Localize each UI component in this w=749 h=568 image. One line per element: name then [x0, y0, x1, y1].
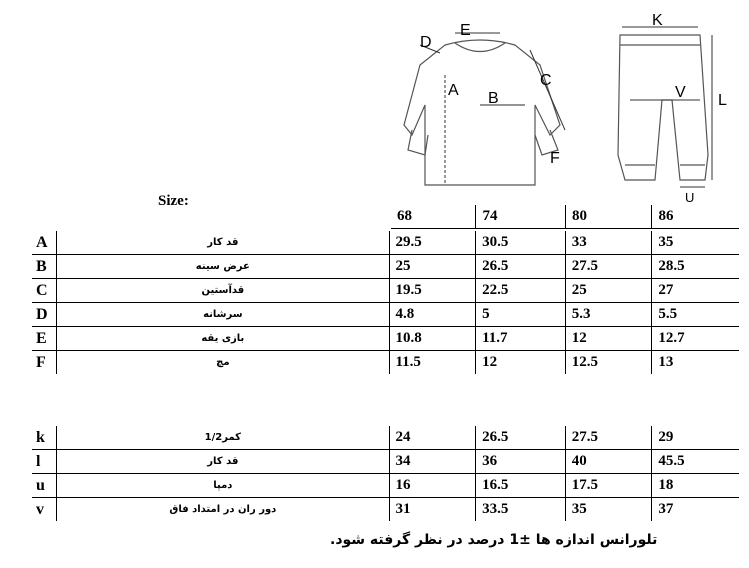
measure-value: 27 [652, 279, 741, 303]
measure-name: قد کار [57, 230, 389, 255]
measure-name: 1/2کمر [57, 425, 389, 450]
measure-value: 36 [476, 450, 566, 474]
size-header [388, 202, 742, 229]
measure-value: 31 [389, 498, 476, 523]
label-L: L [718, 92, 727, 109]
measure-code: F [31, 351, 57, 376]
measure-name: قدآستین [57, 279, 389, 303]
measure-value: 33 [565, 230, 652, 255]
measure-name: عرض سینه [57, 255, 389, 279]
measure-value: 10.8 [389, 327, 476, 351]
measure-name: سرشانه [57, 303, 389, 327]
table-row [31, 279, 741, 303]
label-K: K [652, 12, 663, 29]
size-80: 80 [565, 204, 651, 229]
measure-value: 35 [565, 498, 652, 523]
size-label: Size: [158, 193, 189, 209]
measure-code: D [31, 303, 57, 327]
table-row [31, 255, 741, 279]
measure-value: 11.5 [389, 351, 476, 376]
measure-value: 12 [476, 351, 566, 376]
measure-value: 24 [389, 425, 476, 450]
pants-diagram [600, 5, 745, 205]
measure-name: بازی یقه [57, 327, 389, 351]
sweater-diagram [400, 5, 580, 190]
measure-value: 17.5 [565, 474, 652, 498]
label-A: A [448, 82, 459, 99]
measure-code: v [31, 498, 57, 523]
measure-value: 29 [652, 425, 741, 450]
measure-code: B [31, 255, 57, 279]
measure-value: 26.5 [476, 255, 566, 279]
table-row [31, 303, 741, 327]
measure-value: 4.8 [389, 303, 476, 327]
table-row [31, 498, 741, 523]
measure-value: 5 [476, 303, 566, 327]
measure-value: 5.5 [652, 303, 741, 327]
table-row [31, 425, 741, 450]
measure-value: 26.5 [476, 425, 566, 450]
measure-value: 16.5 [476, 474, 566, 498]
pants-size-table [29, 423, 742, 524]
table-row [31, 327, 741, 351]
measure-value: 12.5 [565, 351, 652, 376]
measure-name: دمپا [57, 474, 389, 498]
label-C: C [540, 72, 552, 89]
table-row [31, 450, 741, 474]
measure-code: u [31, 474, 57, 498]
measure-name: قد کار [57, 450, 389, 474]
measure-code: E [31, 327, 57, 351]
measure-value: 22.5 [476, 279, 566, 303]
measure-name: مچ [57, 351, 389, 376]
measure-value: 27.5 [565, 255, 652, 279]
label-U: U [685, 190, 695, 205]
measure-value: 29.5 [389, 230, 476, 255]
measure-value: 11.7 [476, 327, 566, 351]
measure-value: 16 [389, 474, 476, 498]
measure-code: A [31, 230, 57, 255]
measure-value: 33.5 [476, 498, 566, 523]
label-V: V [675, 84, 686, 101]
measure-value: 12 [565, 327, 652, 351]
label-B: B [488, 90, 499, 107]
measure-value: 25 [565, 279, 652, 303]
top-size-table [29, 228, 742, 377]
measure-value: 45.5 [652, 450, 741, 474]
measure-code: C [31, 279, 57, 303]
measure-value: 27.5 [565, 425, 652, 450]
measure-value: 25 [389, 255, 476, 279]
label-F: F [550, 150, 560, 167]
table-row [31, 474, 741, 498]
measure-value: 18 [652, 474, 741, 498]
measure-value: 34 [389, 450, 476, 474]
label-E: E [460, 22, 471, 39]
table-row [31, 351, 741, 376]
measure-value: 30.5 [476, 230, 566, 255]
table-row [31, 230, 741, 255]
size-68: 68 [390, 204, 476, 229]
measure-code: l [31, 450, 57, 474]
measure-value: 13 [652, 351, 741, 376]
label-D: D [420, 34, 432, 51]
measure-value: 35 [652, 230, 741, 255]
measure-code: k [31, 425, 57, 450]
measure-value: 12.7 [652, 327, 741, 351]
measure-value: 40 [565, 450, 652, 474]
measure-value: 37 [652, 498, 741, 523]
size-74: 74 [476, 204, 566, 229]
size-86: 86 [652, 204, 741, 229]
measure-value: 5.3 [565, 303, 652, 327]
measure-value: 19.5 [389, 279, 476, 303]
tolerance-note: تلورانس اندازه ها ±1 درصد در نظر گرفته شود. [330, 532, 658, 548]
measure-name: دور ران در امتداد فاق [57, 498, 389, 523]
measure-value: 28.5 [652, 255, 741, 279]
